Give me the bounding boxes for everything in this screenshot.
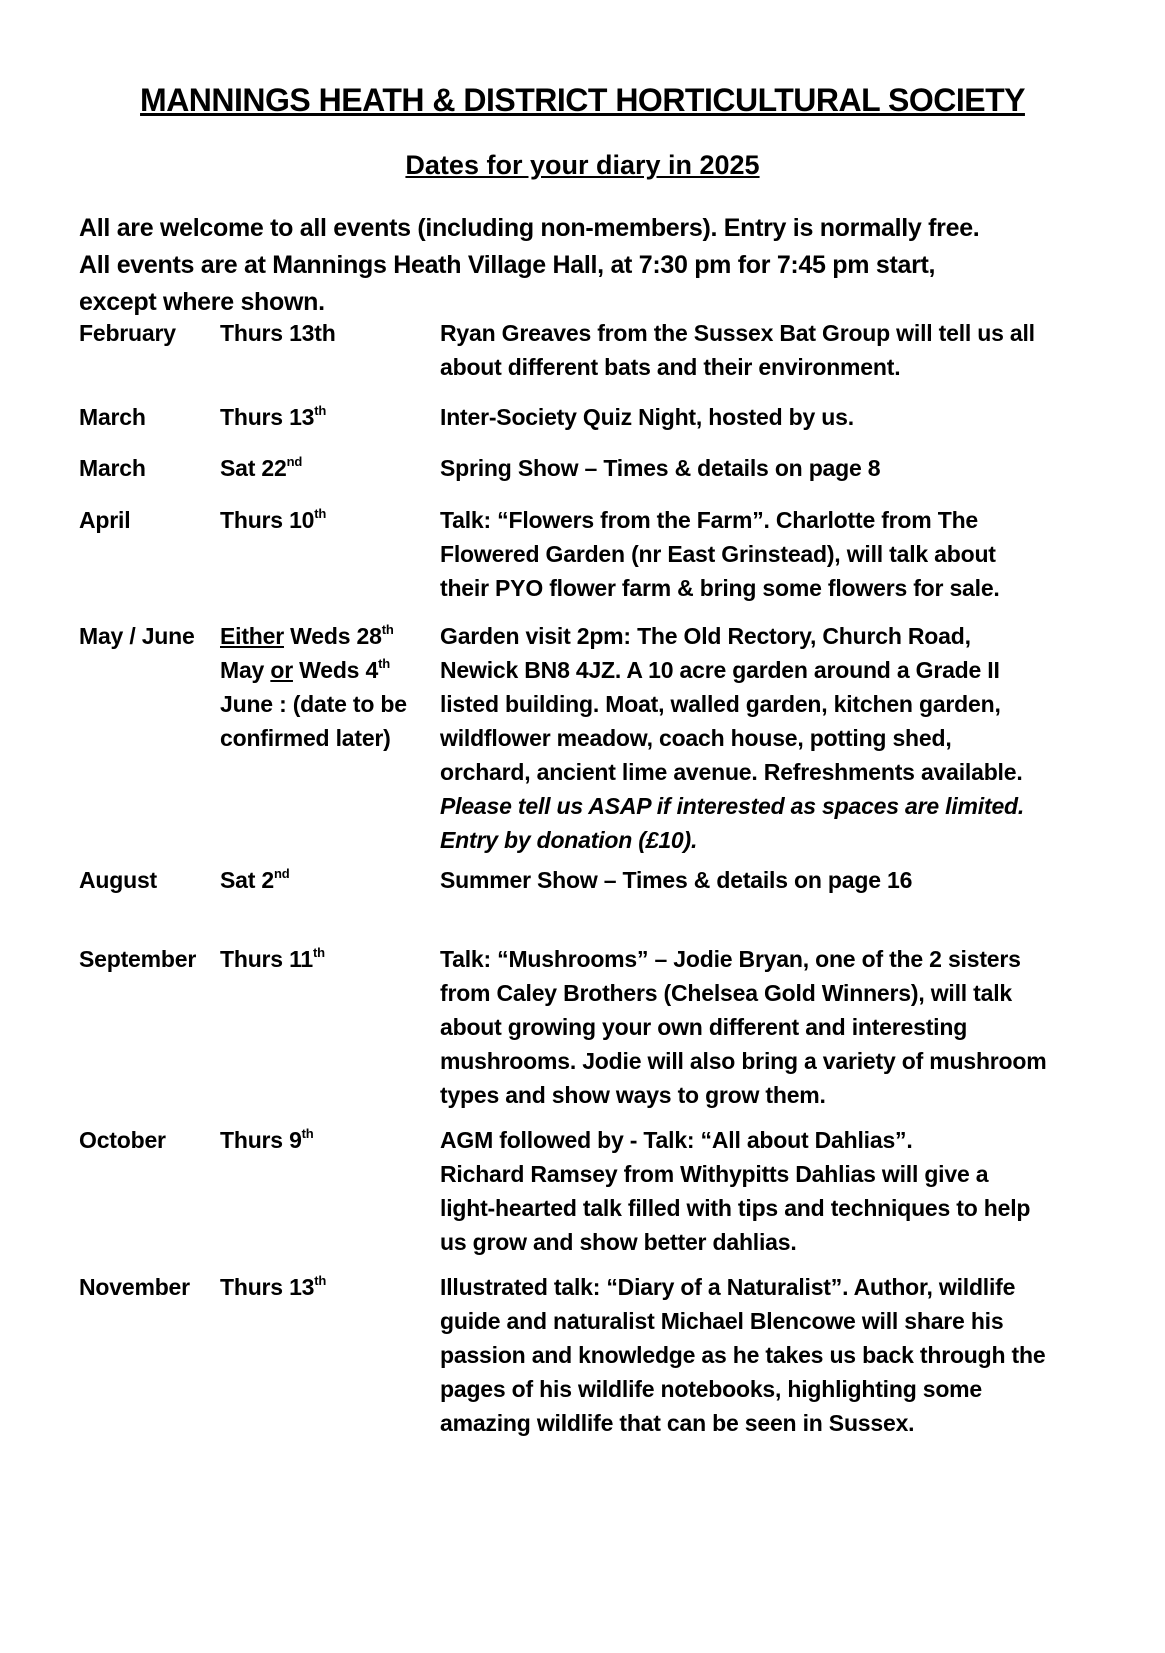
description-line: about different bats and their environment. (440, 354, 901, 380)
description-line: Talk: “Mushrooms” – Jodie Bryan, one of the 2 sisters (440, 946, 1021, 972)
event-description (440, 451, 1100, 485)
event-month: March (79, 455, 146, 481)
event-date: Thurs 10th (220, 506, 327, 533)
event-date: Thurs 11th (220, 945, 325, 972)
event-description (440, 942, 1100, 1112)
intro-line: except where shown. (79, 288, 325, 316)
description-line: orchard, ancient lime avenue. Refreshments available. (440, 759, 1023, 785)
description-line: their PYO flower farm & bring some flowers for sale. (440, 575, 1000, 601)
event-month: October (79, 1127, 166, 1153)
description-line: listed building. Moat, walled garden, kitchen garden, (440, 691, 1001, 717)
event-month: August (79, 867, 158, 893)
event-month: November (79, 1274, 190, 1300)
event-description (440, 863, 1100, 897)
event-description (440, 503, 1100, 605)
intro-line: All events are at Mannings Heath Village Hall, at 7:30 pm for 7:45 pm start, (79, 251, 936, 279)
description-line: guide and naturalist Michael Blencowe will share his (440, 1308, 1004, 1334)
event-date: Either Weds 28th May or Weds 4th June : (date to be confirmed later) (220, 622, 407, 751)
description-line: Illustrated talk: “Diary of a Naturalist”. Author, wildlife (440, 1274, 1016, 1300)
event-month: September (79, 946, 197, 972)
event-date: Sat 2nd (220, 866, 290, 893)
description-line: wildflower meadow, coach house, potting shed, (440, 725, 952, 751)
event-month: February (79, 320, 176, 346)
event-date: Thurs 13th (220, 403, 327, 430)
event-date: Thurs 9th (220, 1126, 314, 1153)
description-line: from Caley Brothers (Chelsea Gold Winners), will talk (440, 980, 1012, 1006)
event-description (440, 316, 1100, 384)
description-line: Garden visit 2pm: The Old Rectory, Church Road, (440, 623, 971, 649)
intro-line: All are welcome to all events (including non-members). Entry is normally free. (79, 214, 980, 242)
intro-paragraph (79, 210, 1099, 321)
description-line: Newick BN8 4JZ. A 10 acre garden around a Grade II (440, 657, 1000, 683)
event-date: Thurs 13th (220, 320, 336, 346)
event-description (440, 1123, 1100, 1259)
description-line: about growing your own different and interesting (440, 1014, 968, 1040)
description-note: Entry by donation (£10). (440, 827, 698, 853)
event-month: May / June (79, 623, 195, 649)
description-line: types and show ways to grow them. (440, 1082, 826, 1108)
description-line: Talk: “Flowers from the Farm”. Charlotte from The (440, 507, 979, 533)
description-line: pages of his wildlife notebooks, highlighting some (440, 1376, 983, 1402)
description-line: Spring Show – Times & details on page 8 (440, 455, 881, 481)
description-line: Ryan Greaves from the Sussex Bat Group will tell us all (440, 320, 1035, 346)
event-month: March (79, 404, 146, 430)
page-title: MANNINGS HEATH & DISTRICT HORTICULTURAL SOCIETY (140, 82, 1025, 118)
description-line: Flowered Garden (nr East Grinstead), will talk about (440, 541, 996, 567)
description-note: Please tell us ASAP if interested as spaces are limited. (440, 793, 1025, 819)
description-line: mushrooms. Jodie will also bring a variety of mushroom (440, 1048, 1047, 1074)
description-line: us grow and show better dahlias. (440, 1229, 797, 1255)
event-date: Sat 22nd (220, 454, 303, 481)
description-line: AGM followed by - Talk: “All about Dahlias”. (440, 1127, 913, 1153)
event-description (440, 619, 1100, 857)
description-line: Summer Show – Times & details on page 16 (440, 867, 913, 893)
page-subtitle: Dates for your diary in 2025 (405, 150, 760, 180)
description-line: passion and knowledge as he takes us back through the (440, 1342, 1046, 1368)
description-line: Inter-Society Quiz Night, hosted by us. (440, 404, 854, 430)
description-line: amazing wildlife that can be seen in Sussex. (440, 1410, 915, 1436)
event-description (440, 1270, 1100, 1440)
description-line: light-hearted talk filled with tips and techniques to help (440, 1195, 1031, 1221)
event-description (440, 400, 1100, 434)
event-month: April (79, 507, 131, 533)
event-date: Thurs 13th (220, 1273, 327, 1300)
description-line: Richard Ramsey from Withypitts Dahlias will give a (440, 1161, 989, 1187)
